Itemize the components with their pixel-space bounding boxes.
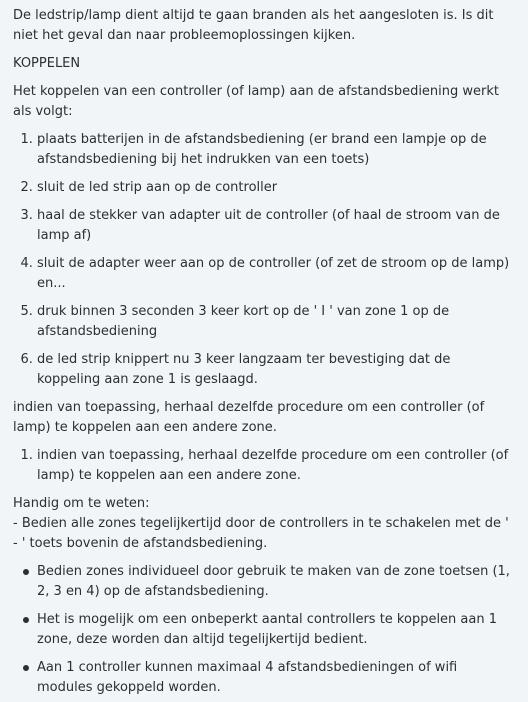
list-item: 6. de led strip knippert nu 3 keer langzaam ter bevestiging dat de koppeling aan zone 1 is geslaagd.: [37, 350, 514, 390]
intro-paragraph: De ledstrip/lamp dient altijd te gaan branden als het aangesloten is. Is dit niet het geval dan naar probleemoplossingen kijken.: [13, 8, 494, 43]
list-item: [37, 562, 514, 602]
tips-list: [13, 562, 514, 698]
repeat-paragraph: indien van toepassing, herhaal dezelfde procedure om een controller (of lamp) te koppelen aan een andere zone.: [13, 400, 485, 435]
bullet-icon: [23, 569, 29, 575]
list-item-text: Het is mogelijk om een onbeperkt aantal controllers te koppelen aan 1 zone, deze worden dan altijd tegelijkertijd bedient.: [37, 612, 498, 647]
list-item-text: Bedien zones individueel door gebruik te maken van de zone toetsen (1, 2, 3 en 4) op de afstandsbediening.: [37, 564, 510, 599]
repeat-steps-list: [13, 446, 514, 486]
section-heading: KOPPELEN: [13, 56, 81, 71]
bullet-icon: [23, 665, 29, 671]
list-item: 5. druk binnen 3 seconden 3 keer kort op de ' I ' van zone 1 op de afstandsbediening: [37, 302, 514, 342]
list-item-text: Aan 1 controller kunnen maximaal 4 afstandsbedieningen of wifi modules gekoppeld worden.: [37, 660, 458, 695]
tips-block: [13, 494, 514, 554]
list-item: 1. plaats batterijen in de afstandsbediening (er brand een lampje op de afstandsbediening bij het indrukken van een toets): [37, 130, 514, 170]
list-item: 1. indien van toepassing, herhaal dezelfde procedure om een controller (of lamp) te koppelen aan een andere zone.: [37, 446, 514, 486]
tips-title: Handig om te weten:: [13, 496, 150, 511]
list-item: [37, 658, 514, 698]
list-item: 4. sluit de adapter weer aan op de controller (of zet de stroom op de lamp) en...: [37, 254, 514, 294]
bullet-icon: [23, 617, 29, 623]
list-item: [37, 610, 514, 650]
steps-list: [13, 130, 514, 390]
koppelen-intro: Het koppelen van een controller (of lamp) aan de afstandsbediening werkt als volgt:: [13, 84, 500, 119]
list-item: 3. haal de stekker van adapter uit de controller (of haal de stroom van de lamp af): [37, 206, 514, 246]
tips-line: - Bedien alle zones tegelijkertijd door de controllers in te schakelen met de ' - ' toets bovenin de afstandsbediening.: [13, 516, 509, 551]
list-item: 2. sluit de led strip aan op de controller: [37, 178, 514, 198]
